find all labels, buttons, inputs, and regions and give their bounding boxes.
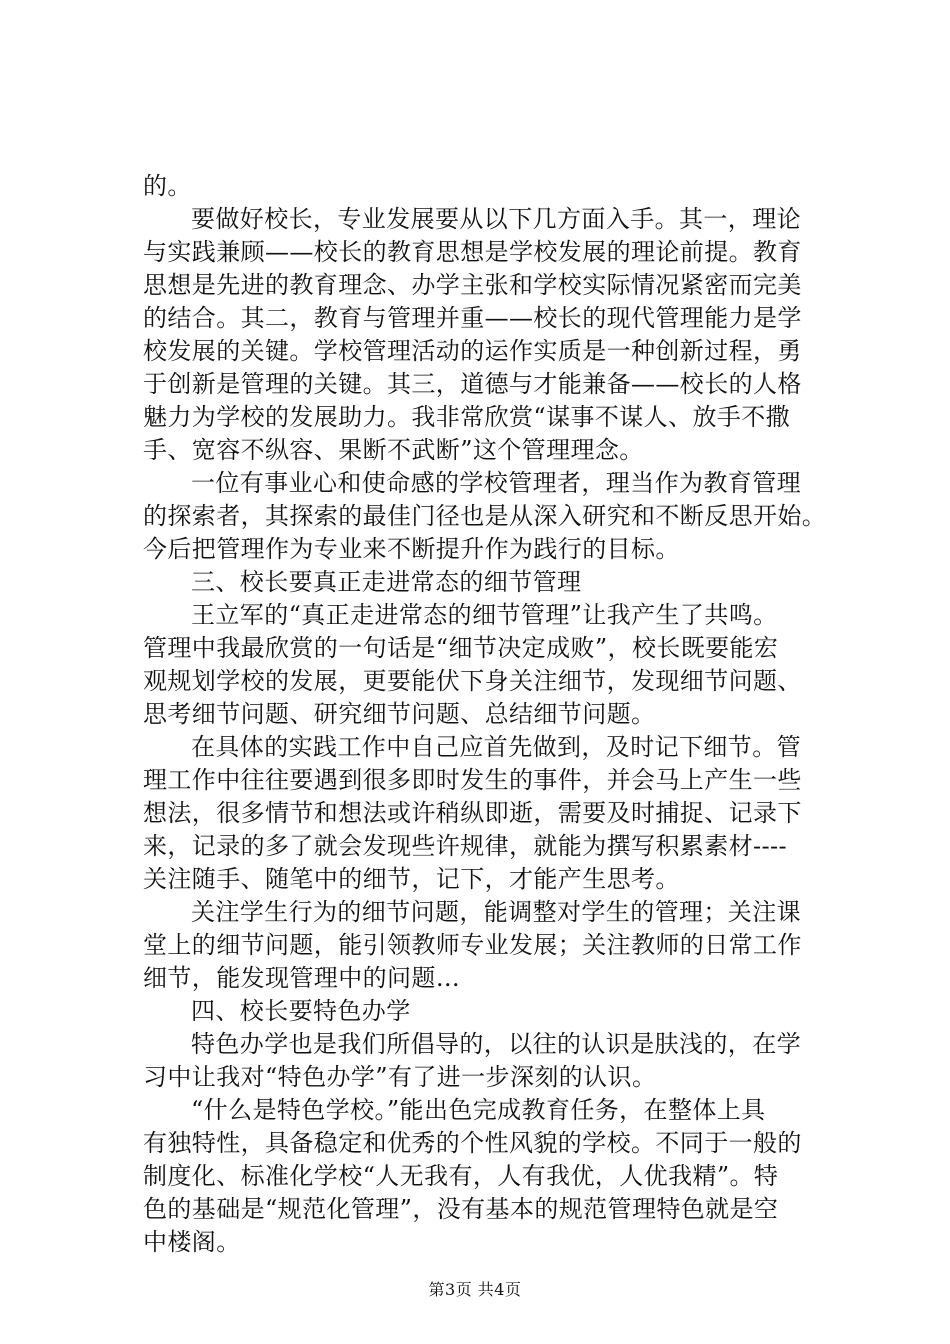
paragraph-start: 一位有事业心和使命感的学校管理者，理当作为教育管理: [191, 469, 801, 497]
text-line: 校发展的关键。学校管理活动的运作实质是一种创新过程，勇: [143, 337, 802, 365]
text-line: 色的基础是“规范化管理”，没有基本的规范管理特色就是空: [143, 1195, 779, 1223]
text-line: 手、宽容不纵容、果断不武断”这个管理理念。: [143, 436, 644, 464]
section-heading: 三、校长要真正走进常态的细节管理: [191, 568, 582, 596]
text-line: 习中让我对“特色办学”有了进一步深刻的认识。: [143, 1063, 657, 1091]
text-line: 思想是先进的教育理念、办学主张和学校实际情况紧密而完美: [143, 271, 802, 299]
paragraph-start: “什么是特色学校。”能出色完成教育任务，在整体上具: [191, 1096, 766, 1124]
page-number-footer: 第3页 共4页: [428, 1280, 522, 1299]
paragraph-start: 要做好校长，专业发展要从以下几方面入手。其一，理论: [191, 205, 801, 233]
text-line: 的。: [143, 172, 192, 200]
text-line: 有独特性，具备稳定和优秀的个性风貌的学校。不同于一般的: [143, 1129, 802, 1157]
text-line: 想法，很多情节和想法或许稍纵即逝，需要及时捕捉、记录下: [143, 799, 802, 827]
text-line: 于创新是管理的关键。其三，道德与才能兼备——校长的人格: [143, 370, 802, 398]
text-line: 来，记录的多了就会发现些许规律，就能为撰写积累素材----: [143, 832, 788, 860]
text-line: 魅力为学校的发展助力。我非常欣赏“谋事不谋人、放手不撒: [143, 403, 791, 431]
text-line: 的探索者，其探索的最佳门径也是从深入研究和不断反思开始。: [143, 502, 827, 530]
text-line: 中楼阁。: [143, 1228, 241, 1256]
text-line: 思考细节问题、研究细节问题、总结细节问题。: [143, 700, 656, 728]
paragraph-start: 在具体的实践工作中自己应首先做到，及时记下细节。管: [191, 733, 801, 761]
text-line: 观规划学校的发展，更要能伏下身关注细节，发现细节问题、: [143, 667, 802, 695]
text-line: 理工作中往往要遇到很多即时发生的事件，并会马上产生一些: [143, 766, 802, 794]
text-line: 今后把管理作为专业来不断提升作为践行的目标。: [143, 535, 680, 563]
text-line: 细节，能发现管理中的问题…: [143, 964, 461, 992]
section-heading: 四、校长要特色办学: [191, 997, 411, 1025]
text-line: 堂上的细节问题，能引领教师专业发展；关注教师的日常工作: [143, 931, 802, 959]
text-line: 的结合。其二，教育与管理并重——校长的现代管理能力是学: [143, 304, 802, 332]
text-line: 与实践兼顾——校长的教育思想是学校发展的理论前提。教育: [143, 238, 802, 266]
text-line: 管理中我最欣赏的一句话是“细节决定成败”，校长既要能宏: [143, 634, 779, 662]
paragraph-start: 王立军的“真正走进常态的细节管理”让我产生了共鸣。: [191, 601, 778, 629]
text-line: 制度化、标准化学校“人无我有，人有我优，人优我精”。特: [143, 1162, 779, 1190]
body-text: [143, 170, 827, 1259]
paragraph-start: 特色办学也是我们所倡导的，以往的认识是肤浅的，在学: [191, 1030, 801, 1058]
paragraph-start: 关注学生行为的细节问题，能调整对学生的管理；关注课: [191, 898, 801, 926]
text-line: 关注随手、随笔中的细节，记下，才能产生思考。: [143, 865, 680, 893]
